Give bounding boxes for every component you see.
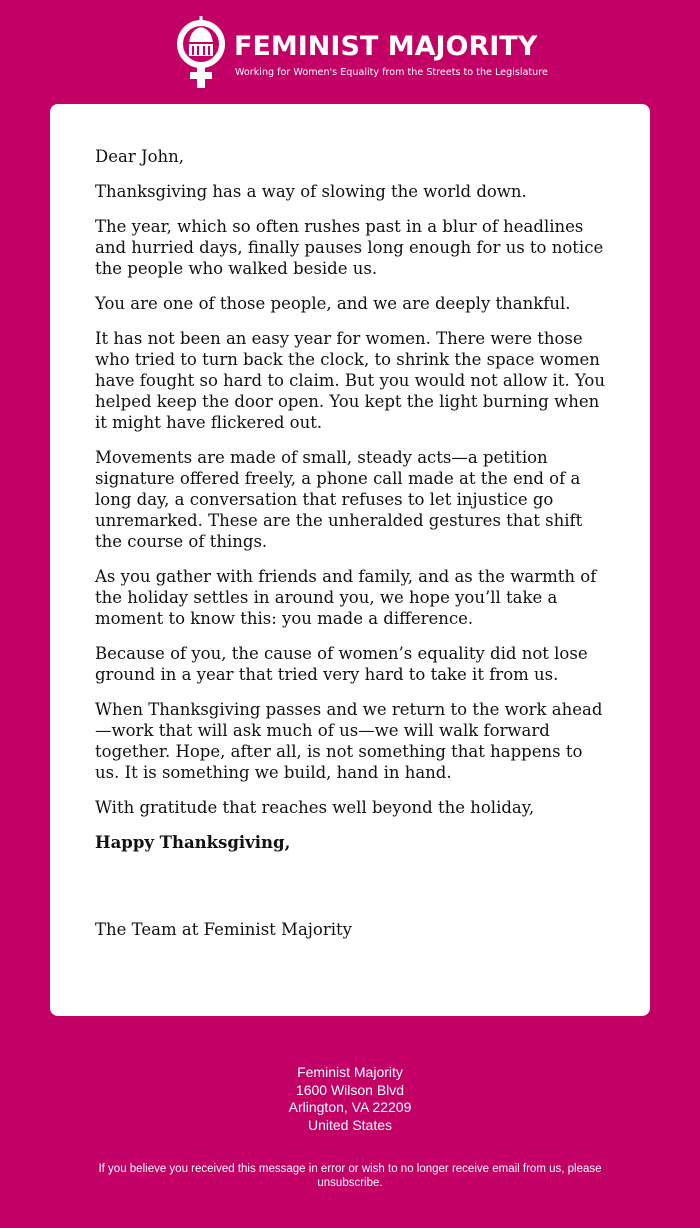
letter-paragraph: Thanksgiving has a way of slowing the world down. xyxy=(95,182,527,201)
email-header xyxy=(0,0,700,100)
footer-org: Feminist Majority xyxy=(297,1064,403,1080)
brand-name: FEMINIST MAJORITY xyxy=(234,31,538,62)
brand-tagline: Working for Women's Equality from the Streets to the Legislature xyxy=(235,67,548,78)
footer-address xyxy=(0,1064,700,1134)
letter-paragraph: Movements are made of small, steady acts—a petition signature offered freely, a phone call made at the end of a long day, a conversation that refuses to let injustice go unremarked. These are the unheralded gestures that shift the course of things. xyxy=(95,448,583,551)
letter-body xyxy=(95,146,610,954)
footer-street: 1600 Wilson Blvd xyxy=(295,1081,405,1098)
letter-paragraph: It has not been an easy year for women. There were those who tried to turn back the clock, to shrink the space women have fought so hard to claim. But you would not allow it. You helped keep the door open. You kept the light burning when it might have flickered out. xyxy=(95,329,605,432)
letter-paragraph: When Thanksgiving passes and we return to the work ahead—work that will ask much of us—we will walk forward together. Hope, after all, is not something that happens to us. It is something we build, hand in hand. xyxy=(95,700,603,782)
capitol-venus-symbol-icon xyxy=(176,16,226,88)
closing: Happy Thanksgiving, xyxy=(95,833,291,852)
letter-paragraph: With gratitude that reaches well beyond the holiday, xyxy=(95,798,535,817)
letter-card xyxy=(50,104,650,1016)
letter-paragraph: You are one of those people, and we are deeply thankful. xyxy=(95,294,571,313)
footer-country: United States xyxy=(307,1116,393,1133)
footer-city: Arlington, VA 22209 xyxy=(288,1099,412,1115)
letter-paragraph: The year, which so often rushes past in a blur of headlines and hurried days, finally pauses long enough for us to notice the people who walked beside us. xyxy=(95,217,604,278)
letter-paragraph: As you gather with friends and family, and as the warmth of the holiday settles in around you, we hope you’ll take a moment to know this: you made a difference. xyxy=(95,567,597,628)
signature: The Team at Feminist Majority xyxy=(95,920,352,939)
salutation: Dear John, xyxy=(95,147,185,166)
letter-paragraph: Because of you, the cause of women’s equality did not lose ground in a year that tried very hard to take it from us. xyxy=(95,644,588,684)
unsubscribe-note[interactable]: If you believe you received this message in error or wish to no longer receive email from us, please unsubscribe. xyxy=(98,1163,602,1189)
